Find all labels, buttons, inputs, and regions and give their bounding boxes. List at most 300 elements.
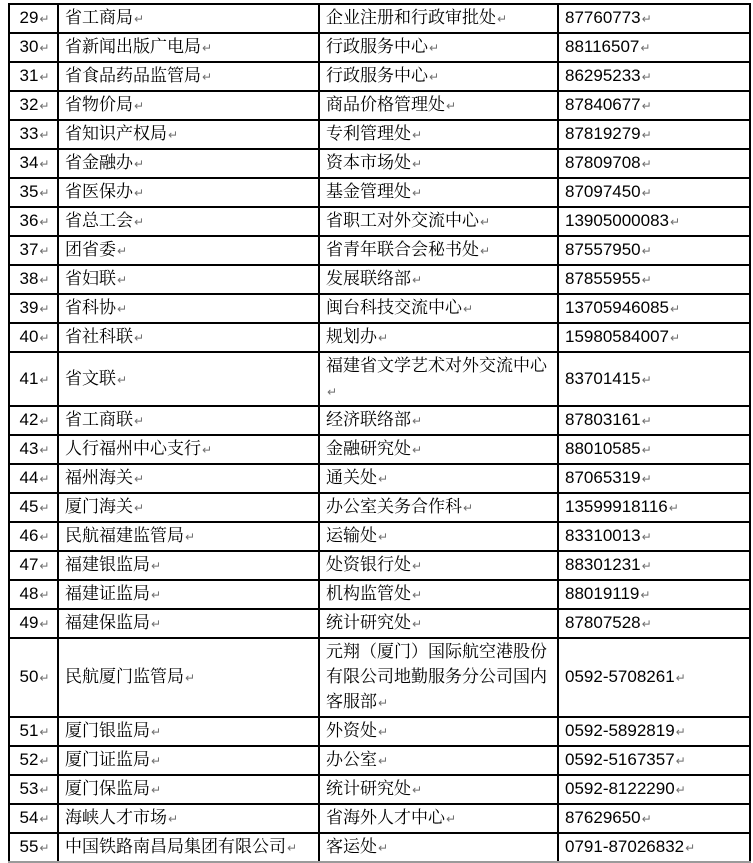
organization-text: 省物价局 <box>65 95 133 114</box>
organization-text: 团省委 <box>65 240 116 259</box>
organization-text: 海峡人才市场 <box>65 808 167 827</box>
phone-text: 87629650 <box>565 808 641 827</box>
paragraph-mark-icon: ↵ <box>151 559 162 573</box>
phone-text: 15980584007 <box>565 327 670 346</box>
paragraph-mark-icon: ↵ <box>134 157 145 171</box>
department-text: 办公室 <box>326 750 377 769</box>
phone-text: 88301231 <box>565 555 641 574</box>
cell-row-number <box>9 120 58 149</box>
cell-row-number <box>9 833 58 862</box>
paragraph-mark-icon: ↵ <box>39 186 50 200</box>
paragraph-mark-icon: ↵ <box>412 414 423 428</box>
phone-text: 0791-87026832 <box>565 837 685 856</box>
department-text: 闽台科技交流中心 <box>326 298 462 317</box>
paragraph-mark-icon: ↵ <box>675 671 686 685</box>
paragraph-mark-icon: ↵ <box>641 559 652 573</box>
organization-text: 省知识产权局 <box>65 124 167 143</box>
department-text: 运输处 <box>326 526 377 545</box>
paragraph-mark-icon: ↵ <box>668 501 679 515</box>
cell-phone <box>558 717 750 746</box>
cell-row-number <box>9 638 58 717</box>
cell-row-number <box>9 551 58 580</box>
cell-phone <box>558 294 750 323</box>
paragraph-mark-icon: ↵ <box>641 273 652 287</box>
row-number-text: 49 <box>19 613 39 632</box>
cell-organization <box>58 4 319 33</box>
phone-text: 83701415 <box>565 368 641 388</box>
cell-phone <box>558 580 750 609</box>
cell-organization <box>58 406 319 435</box>
paragraph-mark-icon: ↵ <box>640 588 651 602</box>
organization-text: 厦门证监局 <box>65 750 150 769</box>
paragraph-mark-icon: ↵ <box>497 12 508 26</box>
paragraph-mark-icon: ↵ <box>39 215 50 229</box>
paragraph-mark-icon: ↵ <box>39 12 50 26</box>
paragraph-mark-icon: ↵ <box>641 414 652 428</box>
paragraph-mark-icon: ↵ <box>39 588 50 602</box>
table-row <box>9 33 750 62</box>
department-text: 省青年联合会秘书处 <box>326 240 479 259</box>
row-number-text: 50 <box>19 667 39 686</box>
paragraph-mark-icon: ↵ <box>378 696 389 710</box>
organization-text: 厦门保监局 <box>65 779 150 798</box>
paragraph-mark-icon: ↵ <box>168 812 179 826</box>
paragraph-mark-icon: ↵ <box>641 12 652 26</box>
paragraph-mark-icon: ↵ <box>117 244 128 258</box>
cell-organization <box>58 120 319 149</box>
phone-text: 0592-5892819 <box>565 721 675 740</box>
department-text: 行政服务中心 <box>326 66 428 85</box>
table-row <box>9 352 750 406</box>
department-text: 基金管理处 <box>326 182 411 201</box>
cell-department <box>319 207 558 236</box>
paragraph-mark-icon: ↵ <box>117 273 128 287</box>
organization-text: 省医保办 <box>65 182 133 201</box>
cell-row-number <box>9 580 58 609</box>
phone-text: 87803161 <box>565 410 641 429</box>
department-text: 元翔（厦门）国际航空港股份有限公司地勤服务分公司国内客服部 <box>326 642 547 711</box>
row-number-text: 29 <box>19 8 39 27</box>
paragraph-mark-icon: ↵ <box>202 41 213 55</box>
cell-row-number <box>9 4 58 33</box>
organization-text: 省金融办 <box>65 153 133 172</box>
table-row <box>9 717 750 746</box>
paragraph-mark-icon: ↵ <box>134 331 145 345</box>
department-text: 经济联络部 <box>326 410 411 429</box>
paragraph-mark-icon: ↵ <box>134 501 145 515</box>
paragraph-mark-icon: ↵ <box>641 472 652 486</box>
phone-text: 88010585 <box>565 439 641 458</box>
paragraph-mark-icon: ↵ <box>168 128 179 142</box>
paragraph-mark-icon: ↵ <box>670 302 681 316</box>
paragraph-mark-icon: ↵ <box>134 99 145 113</box>
paragraph-mark-icon: ↵ <box>39 671 50 685</box>
department-text: 统计研究处 <box>326 779 411 798</box>
cell-department <box>319 120 558 149</box>
organization-text: 省新闻出版广电局 <box>65 37 201 56</box>
cell-department <box>319 236 558 265</box>
cell-organization <box>58 746 319 775</box>
phone-text: 87855955 <box>565 269 641 288</box>
department-text: 规划办 <box>326 327 377 346</box>
paragraph-mark-icon: ↵ <box>39 372 50 387</box>
row-number-text: 40 <box>19 327 39 346</box>
cell-phone <box>558 464 750 493</box>
paragraph-mark-icon: ↵ <box>412 588 423 602</box>
table-row <box>9 178 750 207</box>
cell-department <box>319 149 558 178</box>
table-row <box>9 236 750 265</box>
cell-phone <box>558 178 750 207</box>
row-number-text: 33 <box>19 124 39 143</box>
cell-phone <box>558 833 750 862</box>
cell-organization <box>58 551 319 580</box>
paragraph-mark-icon: ↵ <box>641 530 652 544</box>
paragraph-mark-icon: ↵ <box>378 472 389 486</box>
row-number-text: 38 <box>19 269 39 288</box>
paragraph-mark-icon: ↵ <box>39 530 50 544</box>
cell-row-number <box>9 464 58 493</box>
department-text: 福建省文学艺术对外交流中心 <box>326 356 547 375</box>
row-number-text: 52 <box>19 750 39 769</box>
cell-row-number <box>9 294 58 323</box>
table-body <box>9 4 750 862</box>
paragraph-mark-icon: ↵ <box>641 244 652 258</box>
paragraph-mark-icon: ↵ <box>446 812 457 826</box>
row-number-text: 44 <box>19 468 39 487</box>
cell-department <box>319 522 558 551</box>
row-number-text: 42 <box>19 410 39 429</box>
paragraph-mark-icon: ↵ <box>463 302 474 316</box>
phone-text: 0592-5167357 <box>565 750 675 769</box>
cell-phone <box>558 435 750 464</box>
cell-row-number <box>9 746 58 775</box>
table-row <box>9 435 750 464</box>
cell-phone <box>558 522 750 551</box>
paragraph-mark-icon: ↵ <box>39 414 50 428</box>
cell-department <box>319 833 558 862</box>
cell-phone <box>558 551 750 580</box>
paragraph-mark-icon: ↵ <box>202 70 213 84</box>
row-number-text: 45 <box>19 497 39 516</box>
cell-organization <box>58 207 319 236</box>
paragraph-mark-icon: ↵ <box>39 472 50 486</box>
table-row <box>9 294 750 323</box>
cell-organization <box>58 91 319 120</box>
row-number-text: 41 <box>19 368 39 388</box>
row-number-text: 35 <box>19 182 39 201</box>
cell-department <box>319 609 558 638</box>
phone-text: 0592-5708261 <box>565 667 675 686</box>
paragraph-mark-icon: ↵ <box>641 443 652 457</box>
cell-phone <box>558 746 750 775</box>
cell-department <box>319 294 558 323</box>
cell-phone <box>558 775 750 804</box>
paragraph-mark-icon: ↵ <box>675 754 686 768</box>
cell-phone <box>558 4 750 33</box>
paragraph-mark-icon: ↵ <box>480 215 491 229</box>
cell-phone <box>558 406 750 435</box>
department-text: 商品价格管理处 <box>326 95 445 114</box>
phone-text: 87760773 <box>565 8 641 27</box>
table-row <box>9 746 750 775</box>
table-row <box>9 551 750 580</box>
cell-organization <box>58 352 319 406</box>
table-row <box>9 4 750 33</box>
paragraph-mark-icon: ↵ <box>39 302 50 316</box>
cell-row-number <box>9 352 58 406</box>
department-text: 机构监管处 <box>326 584 411 603</box>
cell-department <box>319 33 558 62</box>
cell-department <box>319 265 558 294</box>
paragraph-mark-icon: ↵ <box>378 530 389 544</box>
cell-phone <box>558 91 750 120</box>
paragraph-mark-icon: ↵ <box>641 812 652 826</box>
paragraph-mark-icon: ↵ <box>39 501 50 515</box>
cell-organization <box>58 265 319 294</box>
department-text: 资本市场处 <box>326 153 411 172</box>
cell-phone <box>558 120 750 149</box>
paragraph-mark-icon: ↵ <box>39 273 50 287</box>
paragraph-mark-icon: ↵ <box>39 725 50 739</box>
paragraph-mark-icon: ↵ <box>134 414 145 428</box>
cell-department <box>319 746 558 775</box>
paragraph-mark-icon: ↵ <box>641 99 652 113</box>
cell-phone <box>558 609 750 638</box>
paragraph-mark-icon: ↵ <box>151 783 162 797</box>
organization-text: 省科协 <box>65 298 116 317</box>
paragraph-mark-icon: ↵ <box>134 215 145 229</box>
row-number-text: 39 <box>19 298 39 317</box>
paragraph-mark-icon: ↵ <box>429 41 440 55</box>
cell-phone <box>558 352 750 406</box>
paragraph-mark-icon: ↵ <box>641 186 652 200</box>
paragraph-mark-icon: ↵ <box>117 302 128 316</box>
paragraph-mark-icon: ↵ <box>39 812 50 826</box>
cell-organization <box>58 580 319 609</box>
cell-organization <box>58 294 319 323</box>
cell-phone <box>558 493 750 522</box>
department-text: 客运处 <box>326 837 377 856</box>
table-row <box>9 464 750 493</box>
phone-text: 88116507 <box>565 37 640 56</box>
cell-organization <box>58 178 319 207</box>
row-number-text: 43 <box>19 439 39 458</box>
paragraph-mark-icon: ↵ <box>39 617 50 631</box>
paragraph-mark-icon: ↵ <box>378 841 389 855</box>
table-row <box>9 493 750 522</box>
row-number-text: 30 <box>19 37 39 56</box>
cell-department <box>319 717 558 746</box>
paragraph-mark-icon: ↵ <box>39 244 50 258</box>
row-number-text: 47 <box>19 555 39 574</box>
organization-text: 民航福建监管局 <box>65 526 184 545</box>
paragraph-mark-icon: ↵ <box>185 671 196 685</box>
paragraph-mark-icon: ↵ <box>134 472 145 486</box>
cell-department <box>319 352 558 406</box>
cell-organization <box>58 717 319 746</box>
cell-department <box>319 323 558 352</box>
cell-department <box>319 4 558 33</box>
cell-organization <box>58 804 319 833</box>
cell-organization <box>58 464 319 493</box>
paragraph-mark-icon: ↵ <box>117 372 128 387</box>
cell-row-number <box>9 149 58 178</box>
department-text: 处资银行处 <box>326 555 411 574</box>
organization-text: 省文联 <box>65 368 116 388</box>
phone-text: 87065319 <box>565 468 641 487</box>
cell-department <box>319 493 558 522</box>
cell-department <box>319 406 558 435</box>
cell-row-number <box>9 435 58 464</box>
table-row <box>9 265 750 294</box>
cell-organization <box>58 638 319 717</box>
cell-row-number <box>9 236 58 265</box>
row-number-text: 48 <box>19 584 39 603</box>
department-text: 发展联络部 <box>326 269 411 288</box>
department-text: 专利管理处 <box>326 124 411 143</box>
paragraph-mark-icon: ↵ <box>685 841 696 855</box>
table-row <box>9 638 750 717</box>
cell-department <box>319 775 558 804</box>
cell-organization <box>58 149 319 178</box>
cell-phone <box>558 33 750 62</box>
paragraph-mark-icon: ↵ <box>39 443 50 457</box>
cell-organization <box>58 522 319 551</box>
organization-text: 省工商联 <box>65 410 133 429</box>
paragraph-mark-icon: ↵ <box>39 754 50 768</box>
phone-text: 13599918116 <box>565 497 668 516</box>
paragraph-mark-icon: ↵ <box>134 186 145 200</box>
paragraph-mark-icon: ↵ <box>412 186 423 200</box>
paragraph-mark-icon: ↵ <box>287 841 298 855</box>
paragraph-mark-icon: ↵ <box>151 754 162 768</box>
organization-text: 厦门海关 <box>65 497 133 516</box>
cell-row-number <box>9 62 58 91</box>
phone-text: 87809708 <box>565 153 641 172</box>
paragraph-mark-icon: ↵ <box>151 725 162 739</box>
paragraph-mark-icon: ↵ <box>39 559 50 573</box>
cell-phone <box>558 207 750 236</box>
phone-text: 87819279 <box>565 124 641 143</box>
department-text: 省海外人才中心 <box>326 808 445 827</box>
paragraph-mark-icon: ↵ <box>412 559 423 573</box>
table-row <box>9 62 750 91</box>
paragraph-mark-icon: ↵ <box>640 41 651 55</box>
organization-text: 中国铁路南昌局集团有限公司 <box>65 837 286 856</box>
row-number-text: 31 <box>19 66 39 85</box>
department-text: 金融研究处 <box>326 439 411 458</box>
cell-organization <box>58 775 319 804</box>
table-row <box>9 207 750 236</box>
organization-text: 人行福州中心支行 <box>65 439 201 458</box>
phone-text: 88019119 <box>565 584 640 603</box>
organization-text: 福建保监局 <box>65 613 150 632</box>
phone-text: 87807528 <box>565 613 641 632</box>
paragraph-mark-icon: ↵ <box>463 501 474 515</box>
paragraph-mark-icon: ↵ <box>429 70 440 84</box>
phone-text: 87840677 <box>565 95 641 114</box>
paragraph-mark-icon: ↵ <box>670 331 681 345</box>
organization-text: 福州海关 <box>65 468 133 487</box>
row-number-text: 46 <box>19 526 39 545</box>
paragraph-mark-icon: ↵ <box>151 617 162 631</box>
paragraph-mark-icon: ↵ <box>641 70 652 84</box>
table-row <box>9 406 750 435</box>
paragraph-mark-icon: ↵ <box>39 331 50 345</box>
paragraph-mark-icon: ↵ <box>641 157 652 171</box>
table-row <box>9 833 750 862</box>
cell-department <box>319 62 558 91</box>
cell-organization <box>58 435 319 464</box>
paragraph-mark-icon: ↵ <box>39 70 50 84</box>
cell-row-number <box>9 609 58 638</box>
organization-text: 省食品药品监管局 <box>65 66 201 85</box>
cell-department <box>319 580 558 609</box>
cell-organization <box>58 493 319 522</box>
paragraph-mark-icon: ↵ <box>641 128 652 142</box>
paragraph-mark-icon: ↵ <box>378 754 389 768</box>
row-number-text: 36 <box>19 211 39 230</box>
table-row <box>9 120 750 149</box>
cell-row-number <box>9 717 58 746</box>
paragraph-mark-icon: ↵ <box>378 725 389 739</box>
cell-organization <box>58 62 319 91</box>
contact-table <box>8 3 751 863</box>
cell-department <box>319 551 558 580</box>
paragraph-mark-icon: ↵ <box>39 841 50 855</box>
paragraph-mark-icon: ↵ <box>412 617 423 631</box>
cell-row-number <box>9 406 58 435</box>
paragraph-mark-icon: ↵ <box>446 99 457 113</box>
phone-text: 86295233 <box>565 66 641 85</box>
cell-row-number <box>9 804 58 833</box>
department-text: 通关处 <box>326 468 377 487</box>
paragraph-mark-icon: ↵ <box>39 783 50 797</box>
cell-phone <box>558 265 750 294</box>
organization-text: 福建银监局 <box>65 555 150 574</box>
phone-text: 13705946085 <box>565 298 670 317</box>
cell-department <box>319 178 558 207</box>
cell-organization <box>58 236 319 265</box>
organization-text: 厦门银监局 <box>65 721 150 740</box>
paragraph-mark-icon: ↵ <box>641 617 652 631</box>
department-text: 办公室关务合作科 <box>326 497 462 516</box>
paragraph-mark-icon: ↵ <box>39 157 50 171</box>
table-row <box>9 91 750 120</box>
cell-row-number <box>9 33 58 62</box>
cell-phone <box>558 638 750 717</box>
paragraph-mark-icon: ↵ <box>412 157 423 171</box>
cell-phone <box>558 323 750 352</box>
paragraph-mark-icon: ↵ <box>412 783 423 797</box>
department-text: 外资处 <box>326 721 377 740</box>
cell-organization <box>58 833 319 862</box>
row-number-text: 53 <box>19 779 39 798</box>
paragraph-mark-icon: ↵ <box>412 273 423 287</box>
department-text: 省职工对外交流中心 <box>326 211 479 230</box>
cell-row-number <box>9 493 58 522</box>
row-number-text: 55 <box>19 837 39 856</box>
paragraph-mark-icon: ↵ <box>480 244 491 258</box>
cell-department <box>319 435 558 464</box>
table-row <box>9 323 750 352</box>
paragraph-mark-icon: ↵ <box>185 530 196 544</box>
cell-organization <box>58 323 319 352</box>
table-row <box>9 609 750 638</box>
organization-text: 福建证监局 <box>65 584 150 603</box>
cell-phone <box>558 62 750 91</box>
